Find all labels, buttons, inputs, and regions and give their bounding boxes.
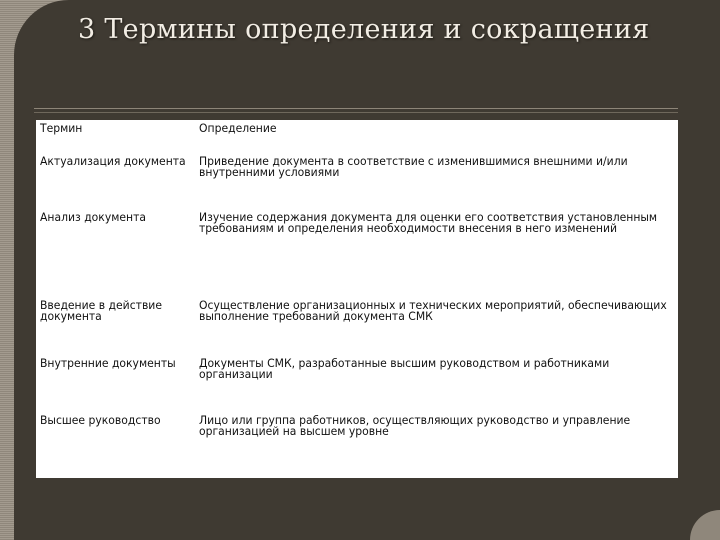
definition-cell: Осуществление организационных и технических мероприятий, обеспечивающих выполнение требований документа СМК xyxy=(199,298,667,323)
terms-table xyxy=(36,120,678,478)
definition-cell: Изучение содержания документа для оценки его соответствия установленным требованиям и определения необходимости внесения в него изменений xyxy=(199,210,658,235)
definition-cell: Документы СМК, разработанные высшим руководством и работниками организации xyxy=(199,356,610,381)
header-term: Термин xyxy=(40,121,83,135)
term-cell: Анализ документа xyxy=(40,210,147,224)
header-definition: Определение xyxy=(199,121,277,135)
title-divider-shadow xyxy=(34,112,678,113)
title-divider xyxy=(34,108,678,109)
term-cell: Введение в действие документа xyxy=(40,298,162,323)
term-cell: Актуализация документа xyxy=(40,154,186,168)
definition-cell: Лицо или группа работников, осуществляющих руководство и управление организацией на высшем уровне xyxy=(199,413,631,438)
slide-title: 3 Термины определения и сокращения xyxy=(78,14,650,45)
term-cell: Внутренние документы xyxy=(40,356,176,370)
definition-cell: Приведение документа в соответствие с изменившимися внешними и/или внутренними условиями xyxy=(199,154,628,179)
slide-corner xyxy=(690,510,720,540)
term-cell: Высшее руководство xyxy=(40,413,161,427)
